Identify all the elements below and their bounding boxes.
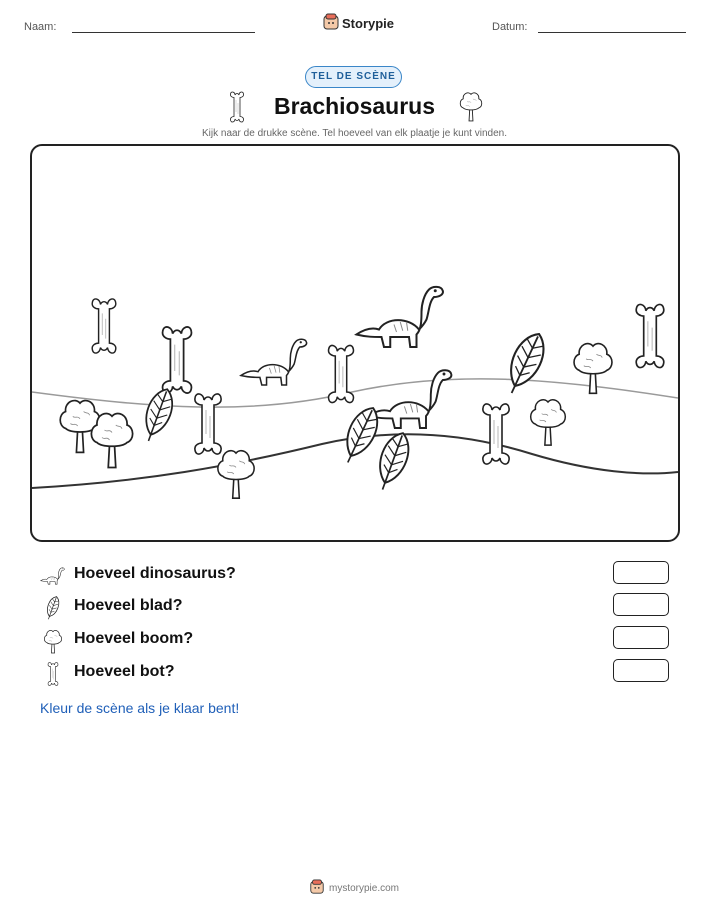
activity-badge: TEL DE SCÈNE [305,66,402,88]
date-line[interactable] [538,32,686,33]
scene-bone-2 [163,327,192,393]
scene-tree-4 [531,400,566,445]
scene-leaf-4 [371,429,415,494]
counting-scene [30,144,680,542]
scene-tree-5 [574,344,612,394]
question-row-leaf [40,593,670,621]
scene-bone-1 [92,299,116,353]
dinosaur-icon [40,563,66,589]
question-row-dinosaur [40,561,670,589]
subtitle: Kijk naar de drukke scène. Tel hoeveel van elk plaatje je kunt vinden. [201,128,507,139]
answer-box-tree[interactable] [613,626,669,649]
storypie-logo-icon [309,879,325,895]
scene-bone-3 [195,394,221,454]
question-label: Hoeveel dinosaurus? [74,565,236,582]
question-row-tree [40,626,670,654]
storypie-logo-icon [322,13,340,31]
scene-bone-6 [636,304,664,367]
answer-box-dinosaur[interactable] [613,561,669,584]
scene-bone-4 [329,345,354,402]
scene-illustration [32,146,678,540]
tree-icon [458,89,484,123]
scene-dino-2 [241,339,307,385]
answer-box-bone[interactable] [613,659,669,682]
page-title: Brachiosaurus [273,93,436,119]
question-label: Hoeveel bot? [74,663,175,680]
footer-site[interactable]: mystorypie.com [329,883,400,894]
scene-tree-2 [91,413,132,467]
question-label: Hoeveel blad? [74,597,183,614]
question-row-bone [40,659,670,687]
date-label: Datum: [492,21,528,33]
bone-icon [40,661,66,687]
name-line[interactable] [72,32,255,33]
scene-bone-5 [483,404,509,464]
brand-name: Storypie [342,16,395,31]
scene-dino-3 [368,370,451,428]
scene-tree-3 [218,451,254,499]
tree-icon [40,628,66,654]
leaf-icon [40,595,66,621]
answer-box-leaf[interactable] [613,593,669,616]
scene-leaf-1 [138,385,179,445]
scene-leaf-2 [499,328,551,398]
question-label: Hoeveel boom? [74,630,194,647]
coloring-instruction: Kleur de scène als je klaar bent! [40,700,240,716]
name-label: Naam: [24,21,57,33]
scene-dino-1 [357,287,443,347]
